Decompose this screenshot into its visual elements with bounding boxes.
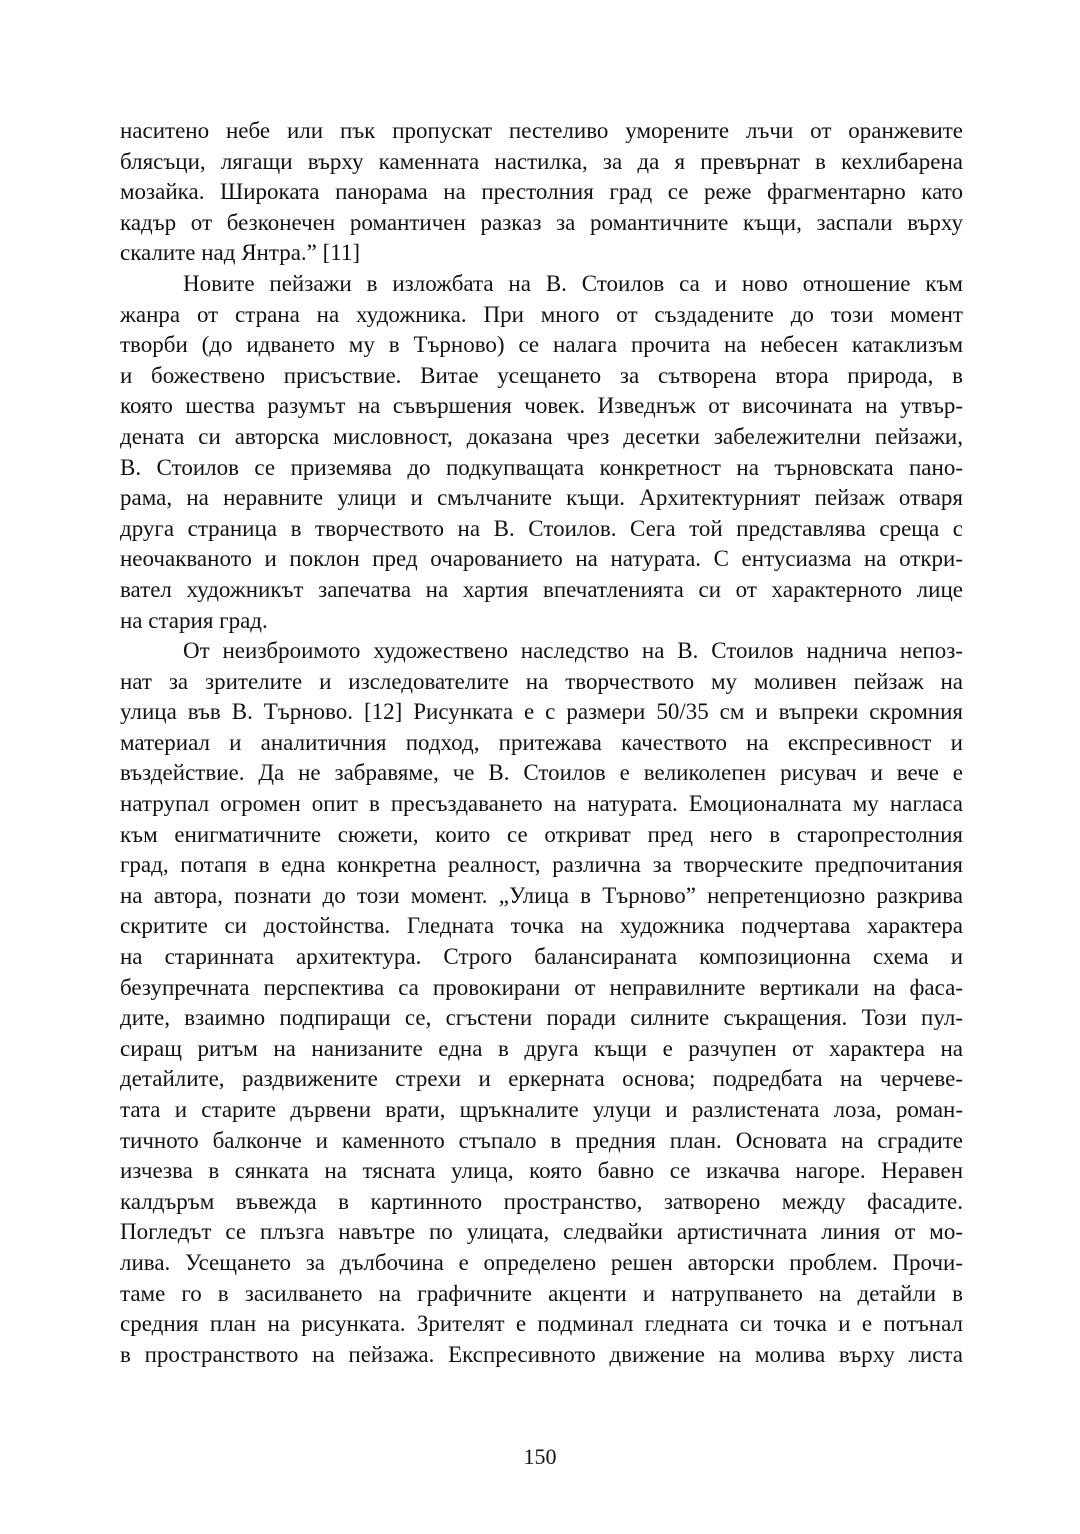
text-line: улица във В. Търново. [12] Рисунката е с размери 50/35 см и въпреки скромния	[120, 699, 963, 725]
text-line: на старинната архитектура. Строго балансираната композиционна схема и	[120, 944, 963, 970]
text-line: творби (до идването му в Търново) се налага прочита на небесен катаклизъм	[120, 332, 963, 358]
paragraph-first-line: От неизброимото художествено наследство на В. Стоилов надничa непоз-	[183, 638, 963, 664]
text-line: скалите над Янтра.” [11]	[120, 240, 361, 266]
text-line: средния план на рисунката. Зрителят е подминал гледната си точка и е потънал	[120, 1311, 963, 1337]
text-line: скритите си достойнства. Гледната точка на художника подчертава характера	[120, 913, 963, 939]
text-line: която шества разумът на съвършения човек. Изведнъж от височината на утвър-	[120, 393, 963, 419]
text-line: град, потапя в една конкретна реалност, различна за творческите предпочитания	[120, 852, 963, 878]
text-line: в пространството на пейзажа. Експресивното движение на молива върху листа	[120, 1341, 963, 1367]
text-line: и божествено присъствие. Витае усещането за сътворена втора природа, в	[120, 362, 963, 388]
text-line: друга страница в творчеството на В. Стоилов. Сега той представлява среща с	[120, 515, 963, 541]
text-line: нат за зрителите и изследователите на творчеството му моливен пейзаж на	[120, 668, 963, 694]
text-line: натрупал огромен опит в пресъздаването на натурата. Емоционалната му нагласа	[120, 791, 963, 817]
text-line: на стария град.	[120, 607, 268, 633]
text-line: жанра от страна на художника. При много от създадените до този момент	[120, 301, 963, 327]
text-line: сиращ ритъм на нанизаните една в друга къщи е разчупен от характера на	[120, 1035, 963, 1061]
text-line: наситено небе или пък пропускат пестеливо уморените лъчи от оранжевите	[120, 118, 963, 143]
text-line: изчезва в сянката на тясната улица, която бавно се изкачва нагоре. Неравен	[120, 1158, 963, 1184]
text-line: блясъци, лягащи върху каменната настилка, за да я превърнат в кехлибарена	[120, 148, 963, 174]
page-number: 150	[523, 1444, 557, 1469]
text-line: Погледът се плъзга навътре по улицата, следвайки артистичната линия от мо-	[120, 1219, 963, 1245]
text-line: на автора, познати до този момент. „Улица в Търново” непретенциозно разкрива	[120, 882, 963, 908]
text-line: таме го в засилването на графичните акценти и натрупването на детайли в	[120, 1280, 963, 1306]
text-line: В. Стоилов се приземява до подкупващата конкретност на търновската пано-	[120, 454, 963, 480]
text-line: лива. Усещането за дълбочина е определено решен авторски проблем. Прочи-	[120, 1249, 963, 1275]
text-line: неочакваното и поклон пред очарованието на натурата. С ентусиазма на откри-	[120, 546, 963, 572]
paragraph-first-line: Новите пейзажи в изложбата на В. Стоилов са и ново отношение към	[183, 270, 963, 296]
text-line: вател художникът запечатва на хартия впечатленията си от характерното лице	[120, 576, 963, 602]
text-line: детайлите, раздвижените стрехи и еркерната основа; подредбата на черчеве-	[120, 1066, 963, 1092]
text-line: към енигматичните сюжети, които се откриват пред него в старопрестолния	[120, 821, 963, 847]
text-line: мозайка. Широката панорама на престолния град се реже фрагментарно като	[120, 179, 963, 205]
text-line: дите, взаимно подпиращи се, сгъстени поради силните съкращения. Този пул-	[120, 1005, 963, 1031]
text-line: тичното балконче и каменното стъпало в предния план. Основата на сградите	[120, 1127, 963, 1153]
text-line: дената си авторска мисловност, доказана чрез десетки забележителни пейзажи,	[120, 423, 963, 449]
text-line: въздействие. Да не забравяме, че В. Стоилов е великолепен рисувач и вече е	[120, 760, 963, 786]
text-line: безупречната перспектива са провокирани от неправилните вертикали на фаса-	[120, 974, 963, 1000]
body-text	[120, 116, 963, 1370]
text-line: рама, на неравните улици и смълчаните къщи. Архитектурният пейзаж отваря	[120, 485, 963, 511]
text-line: кадър от безконечен романтичен разказ за романтичните къщи, заспали върху	[120, 209, 963, 235]
text-line: калдъръм въвежда в картинното пространство, затворено между фасадите.	[120, 1188, 963, 1214]
text-line: материал и аналитичния подход, притежава качеството на експресивност и	[120, 729, 963, 755]
text-line: тата и старите дървени врати, щръкналите улуци и разлистената лоза, роман-	[120, 1097, 963, 1122]
